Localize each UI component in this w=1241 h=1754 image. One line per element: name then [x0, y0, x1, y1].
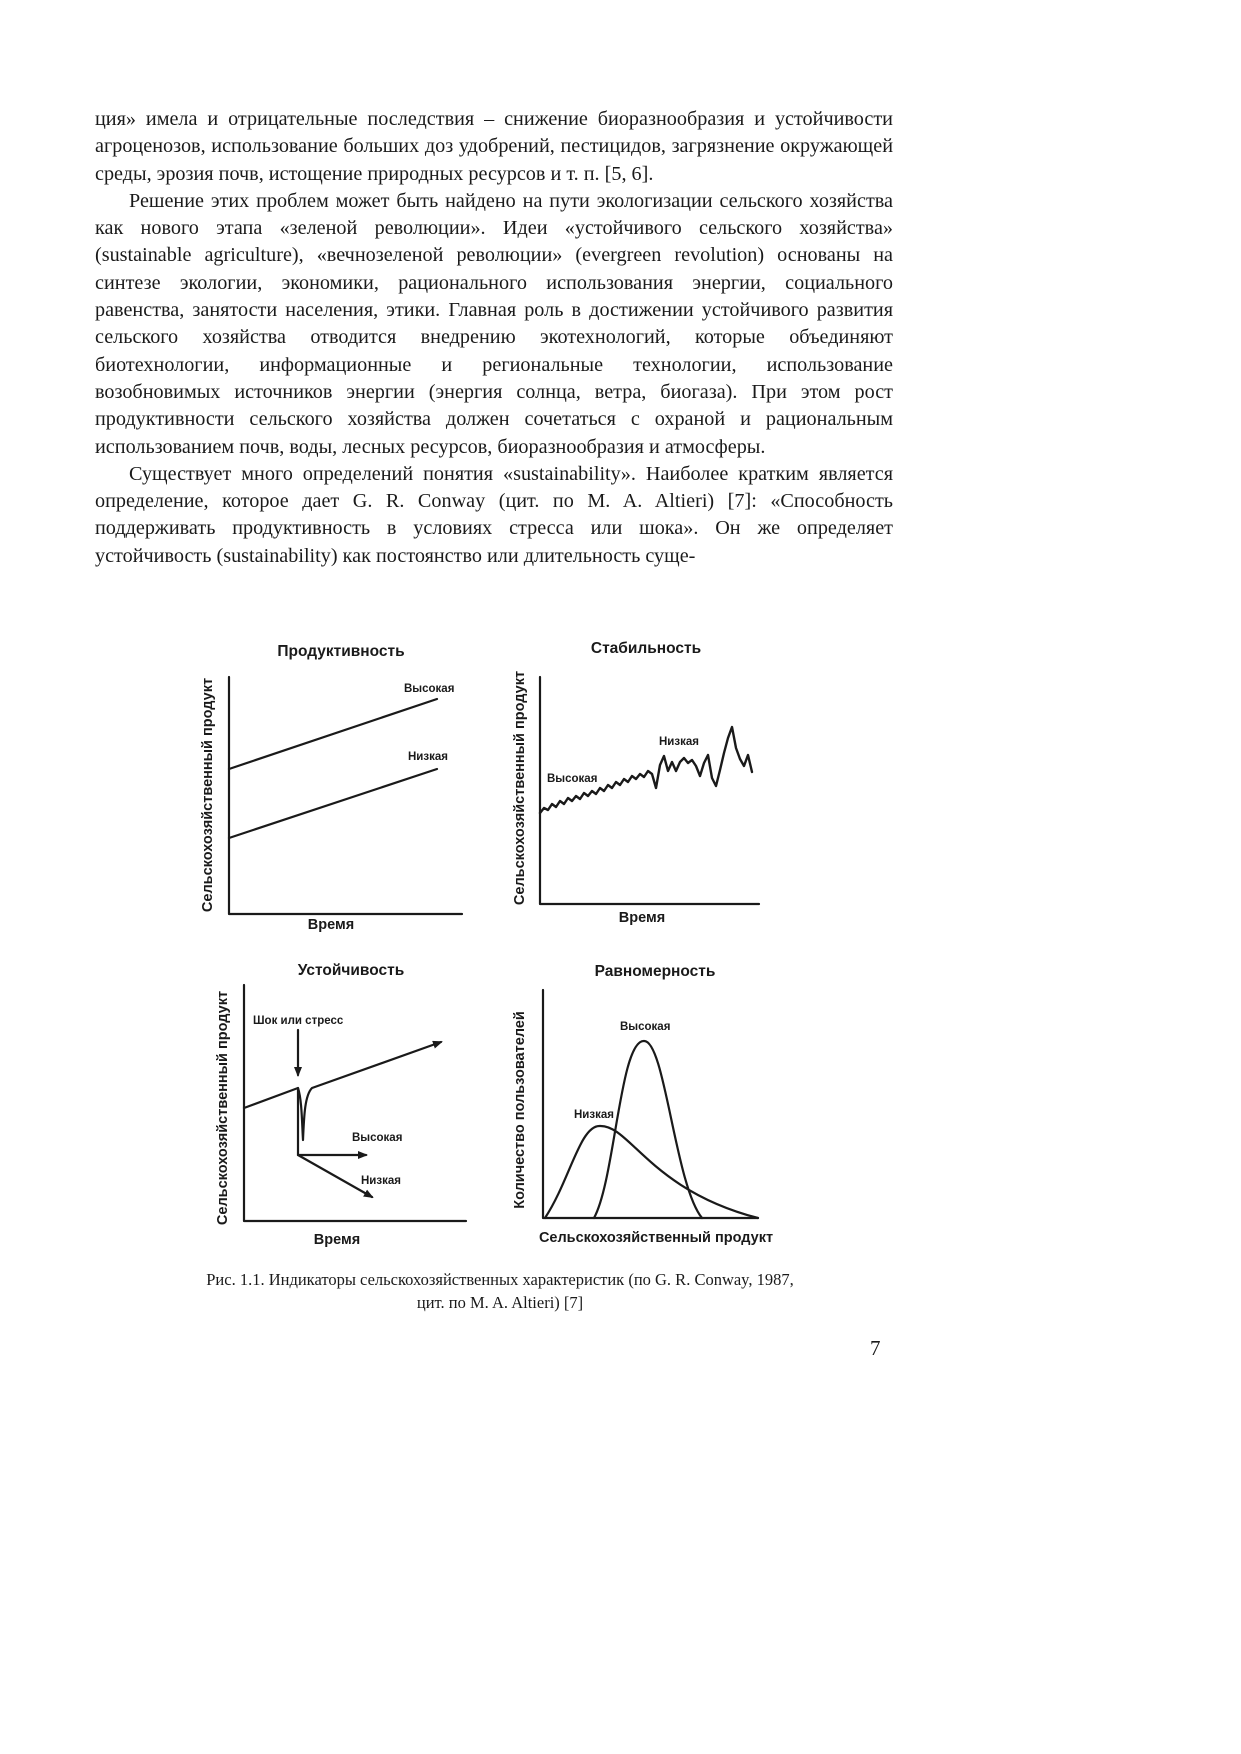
productivity-high-line [229, 699, 437, 769]
panel-productivity-axes [229, 677, 462, 914]
productivity-low-label: Низкая [408, 751, 448, 763]
caption-line-1: Рис. 1.1. Индикаторы сельскохозяйственных характеристик (по G. R. Conway, 1987, [206, 1270, 794, 1289]
equitability-low-label: Низкая [574, 1109, 614, 1121]
equitability-high-curve [594, 1041, 702, 1218]
productivity-y-axis-label: Сельскохозяйственный продукт [200, 677, 216, 913]
figure [0, 600, 1241, 1260]
panel-productivity-title: Продуктивность [277, 643, 405, 660]
productivity-x-axis-label: Время [307, 917, 355, 933]
stability-x-axis-label: Время [618, 910, 666, 926]
panel-stability-axes [540, 677, 759, 904]
equitability-x-axis-label: Сельскохозяйственный продукт [538, 1230, 774, 1246]
stability-series-line [540, 727, 752, 813]
panel-equitability [512, 963, 773, 1246]
caption-line-2: цит. по M. A. Altieri) [7] [416, 1293, 584, 1312]
figure-caption [150, 1268, 850, 1314]
stability-y-axis-label: Сельскохозяйственный продукт [512, 670, 528, 906]
panel-stability [512, 640, 759, 926]
panel-sustainability [215, 962, 466, 1248]
body-text [95, 106, 893, 570]
sustainability-x-axis-label: Время [313, 1232, 361, 1248]
productivity-low-line [229, 769, 437, 838]
panel-sustainability-title: Устойчивость [297, 962, 405, 979]
panel-productivity [200, 643, 462, 933]
stability-low-label: Низкая [659, 736, 699, 748]
page-number: 7 [870, 1336, 881, 1360]
paragraph-3: Существует много определений понятия «sustainability». Наиболее кратким является определение, которое дает G. R. Conway (цит. по M. A. Altieri) [7]: «Способность поддерживать продуктивность в условиях стресса или шока». Он же определяет устойчивость (sustainability) как постоянство или длительность суще- [95, 462, 893, 567]
sustainability-main-line [244, 1042, 441, 1140]
sustainability-shock-label: Шок или стресс [253, 1015, 344, 1027]
productivity-high-label: Высокая [404, 683, 455, 695]
stability-high-label: Высокая [547, 773, 598, 785]
paragraph-2: Решение этих проблем может быть найдено на пути экологизации сельского хозяйства как нового этапа «зеленой революции». Идеи «устойчивого сельского хозяйства» (sustainable agriculture), «вечнозеленой революции» (evergreen revolution) основаны на синтезе экологии, экономики, рационального использования энергии, социального равенства, занятости населения, этики. Главная роль в достижении устойчивого развития сельского хозяйства отводится внедрению экотехнологий, которые объединяют биотехнологии, информационные и региональные технологии, использование возобновимых источников энергии (энергия солнца, ветра, биогаза). При этом рост продуктивности сельского хозяйства должен сочетаться с охраной и рациональным использованием почв, воды, лесных ресурсов, биоразнообразия и атмосферы. [95, 189, 893, 458]
sustainability-low-label: Низкая [361, 1175, 401, 1187]
sustainability-high-label: Высокая [352, 1132, 403, 1144]
sustainability-high-recovery-line [298, 1088, 366, 1155]
equitability-low-curve [545, 1126, 758, 1218]
panel-equitability-title: Равномерность [594, 963, 716, 980]
panel-stability-title: Стабильность [590, 640, 702, 657]
equitability-high-label: Высокая [620, 1021, 671, 1033]
paragraph-1: ция» имела и отрицательные последствия – снижение биоразнообразия и устойчивости агроценозов, использование больших доз удобрений, пестицидов, загрязнение окружающей среды, эрозия почв, истощение природных ресурсов и т. п. [5, 6]. [95, 108, 893, 185]
sustainability-y-axis-label: Сельскохозяйственный продукт [215, 990, 231, 1226]
equitability-y-axis-label: Количество пользователей [512, 1011, 528, 1209]
